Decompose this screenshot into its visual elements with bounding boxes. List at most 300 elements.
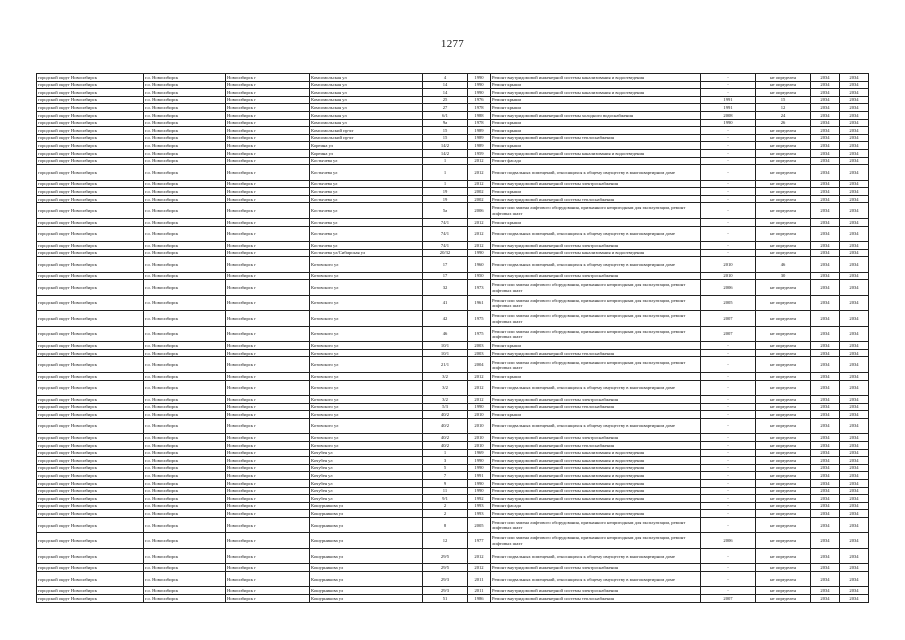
municipality-cell: городской округ Новосибирск <box>37 372 144 380</box>
settlement-cell: г.о. Новосибирск <box>144 81 226 89</box>
settlement-cell: г.о. Новосибирск <box>144 372 226 380</box>
street-cell: Костычева ул <box>310 203 423 219</box>
work-type-cell: Ремонт внутридомовой инженерной системы теплоснабжения <box>491 195 701 203</box>
wear-cell: не определен <box>756 533 811 549</box>
plan-year-start-cell: 2034 <box>811 517 840 533</box>
wear-cell: не определен <box>756 457 811 465</box>
build-year-cell: 1990 <box>468 249 491 257</box>
table-row <box>37 479 869 487</box>
plan-year-start-cell: 2034 <box>811 295 840 311</box>
municipality-cell: городской округ Новосибирск <box>37 142 144 150</box>
house-number-cell: 19 <box>423 195 468 203</box>
settlement-cell: г.о. Новосибирск <box>144 104 226 112</box>
last-repair-year-cell: 2006 <box>701 280 756 296</box>
last-repair-year-cell: - <box>701 357 756 373</box>
plan-year-end-cell: 2034 <box>840 127 869 135</box>
wear-cell: не определен <box>756 242 811 250</box>
plan-year-end-cell: 2034 <box>840 195 869 203</box>
plan-year-end-cell: 2034 <box>840 587 869 595</box>
work-type-cell: Ремонт внутридомовой инженерной системы теплоснабжения <box>491 595 701 603</box>
last-repair-year-cell: 1990 <box>701 119 756 127</box>
municipality-cell: городской округ Новосибирск <box>37 587 144 595</box>
plan-year-start-cell: 2034 <box>811 533 840 549</box>
build-year-cell: 2012 <box>468 165 491 181</box>
last-repair-year-cell: - <box>701 517 756 533</box>
street-cell: Кочубея ул <box>310 479 423 487</box>
city-cell: Новосибирск г <box>226 119 310 127</box>
work-type-cell: Ремонт или замена лифтового оборудования, признанного непригодным для эксплуатации, ремонт лифтовых шахт <box>491 295 701 311</box>
city-cell: Новосибирск г <box>226 403 310 411</box>
street-cell: Кочубея ул <box>310 495 423 503</box>
municipality-cell: городской округ Новосибирск <box>37 89 144 97</box>
wear-cell: не определен <box>756 226 811 242</box>
build-year-cell: 1978 <box>468 104 491 112</box>
city-cell: Новосибирск г <box>226 149 310 157</box>
house-number-cell: 5 <box>423 464 468 472</box>
street-cell: Комсомольский пр-кт <box>310 127 423 135</box>
build-year-cell: 1989 <box>468 134 491 142</box>
plan-year-start-cell: 2034 <box>811 326 840 342</box>
settlement-cell: г.о. Новосибирск <box>144 157 226 165</box>
municipality-cell: городской округ Новосибирск <box>37 357 144 373</box>
city-cell: Новосибирск г <box>226 349 310 357</box>
street-cell: Костычева ул <box>310 188 423 196</box>
work-type-cell: Ремонт крыши <box>491 104 701 112</box>
plan-year-end-cell: 2034 <box>840 96 869 104</box>
table-row <box>37 441 869 449</box>
house-number-cell: 4 <box>423 74 468 82</box>
build-year-cell: 2006 <box>468 203 491 219</box>
plan-year-end-cell: 2034 <box>840 457 869 465</box>
table-row <box>37 548 869 564</box>
street-cell: Котовского ул <box>310 280 423 296</box>
table-row <box>37 226 869 242</box>
build-year-cell: 2003 <box>468 349 491 357</box>
wear-cell: не определен <box>756 502 811 510</box>
city-cell: Новосибирск г <box>226 242 310 250</box>
plan-year-end-cell: 2034 <box>840 311 869 327</box>
street-cell: Кочубея ул <box>310 449 423 457</box>
last-repair-year-cell: - <box>701 127 756 135</box>
city-cell: Новосибирск г <box>226 295 310 311</box>
municipality-cell: городской округ Новосибирск <box>37 74 144 82</box>
work-type-cell: Ремонт внутридомовой инженерной системы канализования и водоотведения <box>491 479 701 487</box>
municipality-cell: городской округ Новосибирск <box>37 157 144 165</box>
house-number-cell: 41 <box>423 295 468 311</box>
work-type-cell: Ремонт внутридомовой инженерной системы канализования и водоотведения <box>491 149 701 157</box>
house-number-cell: 15 <box>423 127 468 135</box>
settlement-cell: г.о. Новосибирск <box>144 380 226 396</box>
table-row <box>37 564 869 572</box>
work-type-cell: Ремонт крыши <box>491 119 701 127</box>
house-number-cell: 14/2 <box>423 149 468 157</box>
house-number-cell: 20/32 <box>423 249 468 257</box>
plan-year-start-cell: 2034 <box>811 349 840 357</box>
plan-year-start-cell: 2034 <box>811 165 840 181</box>
wear-cell: не определен <box>756 595 811 603</box>
settlement-cell: г.о. Новосибирск <box>144 280 226 296</box>
work-type-cell: Ремонт подвальных помещений, относящихся к общему имуществу в многоквартирном доме <box>491 165 701 181</box>
street-cell: Кошурникова ул <box>310 533 423 549</box>
plan-year-end-cell: 2034 <box>840 188 869 196</box>
table-row <box>37 89 869 97</box>
settlement-cell: г.о. Новосибирск <box>144 149 226 157</box>
settlement-cell: г.о. Новосибирск <box>144 449 226 457</box>
work-type-cell: Ремонт внутридомовой инженерной системы электроснабжения <box>491 272 701 280</box>
build-year-cell: 2003 <box>468 342 491 350</box>
street-cell: Котовского ул <box>310 257 423 273</box>
city-cell: Новосибирск г <box>226 396 310 404</box>
house-number-cell: 27 <box>423 104 468 112</box>
build-year-cell: 2012 <box>468 218 491 226</box>
settlement-cell: г.о. Новосибирск <box>144 595 226 603</box>
build-year-cell: 1989 <box>468 142 491 150</box>
build-year-cell: 2004 <box>468 357 491 373</box>
build-year-cell: 2012 <box>468 180 491 188</box>
city-cell: Новосибирск г <box>226 372 310 380</box>
plan-year-start-cell: 2034 <box>811 74 840 82</box>
wear-cell: не определен <box>756 74 811 82</box>
house-number-cell: 29/5 <box>423 564 468 572</box>
plan-year-end-cell: 2034 <box>840 295 869 311</box>
municipality-cell: городской округ Новосибирск <box>37 441 144 449</box>
plan-year-end-cell: 2034 <box>840 257 869 273</box>
build-year-cell: 2010 <box>468 434 491 442</box>
street-cell: Комсомольская ул <box>310 119 423 127</box>
build-year-cell: 1992 <box>468 495 491 503</box>
plan-year-end-cell: 2034 <box>840 564 869 572</box>
settlement-cell: г.о. Новосибирск <box>144 487 226 495</box>
house-number-cell: 32 <box>423 280 468 296</box>
house-number-cell: 17 <box>423 257 468 273</box>
wear-cell: не определен <box>756 411 811 419</box>
last-repair-year-cell: 1991 <box>701 104 756 112</box>
wear-cell: не определен <box>756 134 811 142</box>
municipality-cell: городской округ Новосибирск <box>37 418 144 434</box>
city-cell: Новосибирск г <box>226 510 310 518</box>
plan-year-start-cell: 2034 <box>811 449 840 457</box>
plan-year-end-cell: 2034 <box>840 479 869 487</box>
table-row <box>37 372 869 380</box>
table-row <box>37 295 869 311</box>
work-type-cell: Ремонт крыши <box>491 96 701 104</box>
build-year-cell: 1993 <box>468 502 491 510</box>
wear-cell: не определен <box>756 587 811 595</box>
last-repair-year-cell: - <box>701 218 756 226</box>
work-type-cell: Ремонт внутридомовой инженерной системы теплоснабжения <box>491 403 701 411</box>
settlement-cell: г.о. Новосибирск <box>144 180 226 188</box>
table-row <box>37 157 869 165</box>
last-repair-year-cell: - <box>701 242 756 250</box>
wear-cell: не определен <box>756 472 811 480</box>
city-cell: Новосибирск г <box>226 595 310 603</box>
street-cell: Котовского ул <box>310 441 423 449</box>
city-cell: Новосибирск г <box>226 249 310 257</box>
table-row <box>37 134 869 142</box>
house-number-cell: 5/3 <box>423 403 468 411</box>
build-year-cell: 2011 <box>468 587 491 595</box>
work-type-cell: Ремонт или замена лифтового оборудования, признанного непригодным для эксплуатации, ремонт лифтовых шахт <box>491 533 701 549</box>
street-cell: Комсомольский пр-кт <box>310 134 423 142</box>
street-cell: Кочубея ул <box>310 487 423 495</box>
build-year-cell: 2012 <box>468 226 491 242</box>
plan-year-end-cell: 2034 <box>840 380 869 396</box>
wear-cell: не определен <box>756 571 811 587</box>
plan-year-start-cell: 2034 <box>811 249 840 257</box>
last-repair-year-cell: 2007 <box>701 595 756 603</box>
plan-year-start-cell: 2034 <box>811 403 840 411</box>
settlement-cell: г.о. Новосибирск <box>144 434 226 442</box>
city-cell: Новосибирск г <box>226 495 310 503</box>
house-number-cell: 2 <box>423 502 468 510</box>
plan-year-end-cell: 2034 <box>840 142 869 150</box>
work-type-cell: Ремонт или замена лифтового оборудования, признанного непригодным для эксплуатации, ремонт лифтовых шахт <box>491 517 701 533</box>
work-type-cell: Ремонт внутридомовой инженерной системы канализования и водоотведения <box>491 449 701 457</box>
settlement-cell: г.о. Новосибирск <box>144 548 226 564</box>
plan-year-start-cell: 2034 <box>811 587 840 595</box>
street-cell: Комсомольская ул <box>310 104 423 112</box>
street-cell: Костычева ул <box>310 195 423 203</box>
municipality-cell: городской округ Новосибирск <box>37 464 144 472</box>
settlement-cell: г.о. Новосибирск <box>144 495 226 503</box>
plan-year-end-cell: 2034 <box>840 165 869 181</box>
wear-cell: 15 <box>756 96 811 104</box>
street-cell: Кошурникова ул <box>310 587 423 595</box>
page-number: 1277 <box>440 38 465 50</box>
last-repair-year-cell: - <box>701 149 756 157</box>
build-year-cell: 1960 <box>468 257 491 273</box>
city-cell: Новосибирск г <box>226 165 310 181</box>
municipality-cell: городской округ Новосибирск <box>37 342 144 350</box>
city-cell: Новосибирск г <box>226 487 310 495</box>
settlement-cell: г.о. Новосибирск <box>144 571 226 587</box>
work-type-cell: Ремонт внутридомовой инженерной системы канализования и водоотведения <box>491 464 701 472</box>
wear-cell: не определен <box>756 372 811 380</box>
plan-year-end-cell: 2034 <box>840 403 869 411</box>
table-row <box>37 517 869 533</box>
last-repair-year-cell: - <box>701 457 756 465</box>
house-number-cell: 29/3 <box>423 571 468 587</box>
last-repair-year-cell: - <box>701 487 756 495</box>
street-cell: Комсомольская ул <box>310 111 423 119</box>
build-year-cell: 1969 <box>468 449 491 457</box>
city-cell: Новосибирск г <box>226 441 310 449</box>
settlement-cell: г.о. Новосибирск <box>144 127 226 135</box>
city-cell: Новосибирск г <box>226 517 310 533</box>
street-cell: Кошурникова ул <box>310 595 423 603</box>
last-repair-year-cell: - <box>701 89 756 97</box>
settlement-cell: г.о. Новосибирск <box>144 533 226 549</box>
plan-year-end-cell: 2034 <box>840 548 869 564</box>
settlement-cell: г.о. Новосибирск <box>144 165 226 181</box>
plan-year-start-cell: 2034 <box>811 311 840 327</box>
wear-cell: не определен <box>756 380 811 396</box>
wear-cell: не определен <box>756 342 811 350</box>
municipality-cell: городской округ Новосибирск <box>37 548 144 564</box>
municipality-cell: городской округ Новосибирск <box>37 349 144 357</box>
city-cell: Новосибирск г <box>226 203 310 219</box>
municipality-cell: городской округ Новосибирск <box>37 134 144 142</box>
street-cell: Кошурникова ул <box>310 564 423 572</box>
work-type-cell: Ремонт подвальных помещений, относящихся к общему имуществу в многоквартирном доме <box>491 226 701 242</box>
build-year-cell: 2012 <box>468 548 491 564</box>
street-cell: Кочубея ул <box>310 472 423 480</box>
plan-year-start-cell: 2034 <box>811 510 840 518</box>
build-year-cell: 2010 <box>468 411 491 419</box>
wear-cell: не определен <box>756 280 811 296</box>
street-cell: Костычева ул <box>310 165 423 181</box>
settlement-cell: г.о. Новосибирск <box>144 441 226 449</box>
street-cell: Кореина ул <box>310 149 423 157</box>
settlement-cell: г.о. Новосибирск <box>144 457 226 465</box>
house-number-cell: 21/1 <box>423 357 468 373</box>
plan-year-end-cell: 2034 <box>840 502 869 510</box>
last-repair-year-cell: - <box>701 134 756 142</box>
plan-year-start-cell: 2034 <box>811 188 840 196</box>
city-cell: Новосибирск г <box>226 74 310 82</box>
table-row <box>37 403 869 411</box>
build-year-cell: 1986 <box>468 595 491 603</box>
city-cell: Новосибирск г <box>226 81 310 89</box>
work-type-cell: Ремонт внутридомовой инженерной системы холодного водоснабжения <box>491 111 701 119</box>
wear-cell: не определен <box>756 418 811 434</box>
municipality-cell: городской округ Новосибирск <box>37 380 144 396</box>
build-year-cell: 1977 <box>468 533 491 549</box>
plan-year-start-cell: 2034 <box>811 571 840 587</box>
city-cell: Новосибирск г <box>226 127 310 135</box>
table-row <box>37 180 869 188</box>
work-type-cell: Ремонт внутридомовой инженерной системы теплоснабжения <box>491 441 701 449</box>
table-row <box>37 472 869 480</box>
build-year-cell: 1990 <box>468 457 491 465</box>
municipality-cell: городской округ Новосибирск <box>37 403 144 411</box>
street-cell: Котовского ул <box>310 396 423 404</box>
municipality-cell: городской округ Новосибирск <box>37 502 144 510</box>
street-cell: Комсомольская ул <box>310 74 423 82</box>
build-year-cell: 2012 <box>468 157 491 165</box>
build-year-cell: 1976 <box>468 96 491 104</box>
settlement-cell: г.о. Новосибирск <box>144 111 226 119</box>
municipality-cell: городской округ Новосибирск <box>37 457 144 465</box>
municipality-cell: городской округ Новосибирск <box>37 226 144 242</box>
wear-cell: не определен <box>756 188 811 196</box>
last-repair-year-cell: - <box>701 564 756 572</box>
street-cell: Котовского ул <box>310 418 423 434</box>
house-number-cell: 40/2 <box>423 434 468 442</box>
plan-year-start-cell: 2034 <box>811 242 840 250</box>
plan-year-start-cell: 2034 <box>811 418 840 434</box>
plan-year-start-cell: 2034 <box>811 127 840 135</box>
wear-cell: 26 <box>756 119 811 127</box>
last-repair-year-cell: 2010 <box>701 272 756 280</box>
build-year-cell: 2010 <box>468 418 491 434</box>
settlement-cell: г.о. Новосибирск <box>144 403 226 411</box>
work-type-cell: Ремонт внутридомовой инженерной системы электроснабжения <box>491 242 701 250</box>
last-repair-year-cell: - <box>701 180 756 188</box>
house-number-cell: 14 <box>423 89 468 97</box>
build-year-cell: 2012 <box>468 242 491 250</box>
plan-year-end-cell: 2034 <box>840 472 869 480</box>
plan-year-start-cell: 2034 <box>811 226 840 242</box>
wear-cell: 24 <box>756 111 811 119</box>
table-row <box>37 502 869 510</box>
work-type-cell: Ремонт подвальных помещений, относящихся к общему имуществу в многоквартирном доме <box>491 548 701 564</box>
municipality-cell: городской округ Новосибирск <box>37 434 144 442</box>
wear-cell: не определен <box>756 249 811 257</box>
city-cell: Новосибирск г <box>226 502 310 510</box>
plan-year-start-cell: 2034 <box>811 495 840 503</box>
wear-cell: не определен <box>756 349 811 357</box>
work-type-cell: Ремонт внутридомовой инженерной системы канализования и водоотведения <box>491 74 701 82</box>
build-year-cell: 1959 <box>468 149 491 157</box>
plan-year-start-cell: 2034 <box>811 257 840 273</box>
street-cell: Котовского ул <box>310 403 423 411</box>
plan-year-end-cell: 2034 <box>840 218 869 226</box>
build-year-cell: 2011 <box>468 571 491 587</box>
build-year-cell: 2002 <box>468 188 491 196</box>
wear-cell: не определен <box>756 510 811 518</box>
plan-year-start-cell: 2034 <box>811 180 840 188</box>
plan-year-end-cell: 2034 <box>840 104 869 112</box>
work-type-cell: Ремонт или замена лифтового оборудования, признанного непригодным для эксплуатации, ремонт лифтовых шахт <box>491 311 701 327</box>
settlement-cell: г.о. Новосибирск <box>144 510 226 518</box>
wear-cell: 30 <box>756 272 811 280</box>
work-type-cell: Ремонт внутридомовой инженерной системы канализования и водоотведения <box>491 457 701 465</box>
city-cell: Новосибирск г <box>226 104 310 112</box>
table-row <box>37 411 869 419</box>
work-type-cell: Ремонт внутридомовой инженерной системы канализования и водоотведения <box>491 487 701 495</box>
table-row <box>37 595 869 603</box>
house-number-cell: 1 <box>423 157 468 165</box>
wear-cell: не определен <box>756 564 811 572</box>
plan-year-end-cell: 2034 <box>840 134 869 142</box>
plan-year-start-cell: 2034 <box>811 111 840 119</box>
last-repair-year-cell: - <box>701 403 756 411</box>
table-row <box>37 242 869 250</box>
last-repair-year-cell: - <box>701 571 756 587</box>
settlement-cell: г.о. Новосибирск <box>144 311 226 327</box>
table-row <box>37 119 869 127</box>
work-type-cell: Ремонт крыши <box>491 127 701 135</box>
house-number-cell: 15 <box>423 134 468 142</box>
build-year-cell: 1950 <box>468 272 491 280</box>
wear-cell: не определен <box>756 434 811 442</box>
build-year-cell: 2002 <box>468 195 491 203</box>
street-cell: Костычева ул <box>310 226 423 242</box>
wear-cell: не определен <box>756 396 811 404</box>
work-type-cell: Ремонт крыши <box>491 342 701 350</box>
table-row <box>37 195 869 203</box>
plan-year-end-cell: 2034 <box>840 449 869 457</box>
settlement-cell: г.о. Новосибирск <box>144 295 226 311</box>
municipality-cell: городской округ Новосибирск <box>37 203 144 219</box>
city-cell: Новосибирск г <box>226 257 310 273</box>
city-cell: Новосибирск г <box>226 564 310 572</box>
table-row <box>37 587 869 595</box>
table-row <box>37 165 869 181</box>
plan-year-start-cell: 2034 <box>811 372 840 380</box>
last-repair-year-cell: - <box>701 372 756 380</box>
plan-year-start-cell: 2034 <box>811 119 840 127</box>
plan-year-start-cell: 2034 <box>811 472 840 480</box>
work-type-cell: Ремонт или замена лифтового оборудования, признанного непригодным для эксплуатации, ремонт лифтовых шахт <box>491 203 701 219</box>
house-number-cell: 17 <box>423 272 468 280</box>
house-number-cell: 5а <box>423 203 468 219</box>
plan-year-end-cell: 2034 <box>840 517 869 533</box>
table-row <box>37 111 869 119</box>
street-cell: Котовского ул <box>310 272 423 280</box>
build-year-cell: 1961 <box>468 295 491 311</box>
